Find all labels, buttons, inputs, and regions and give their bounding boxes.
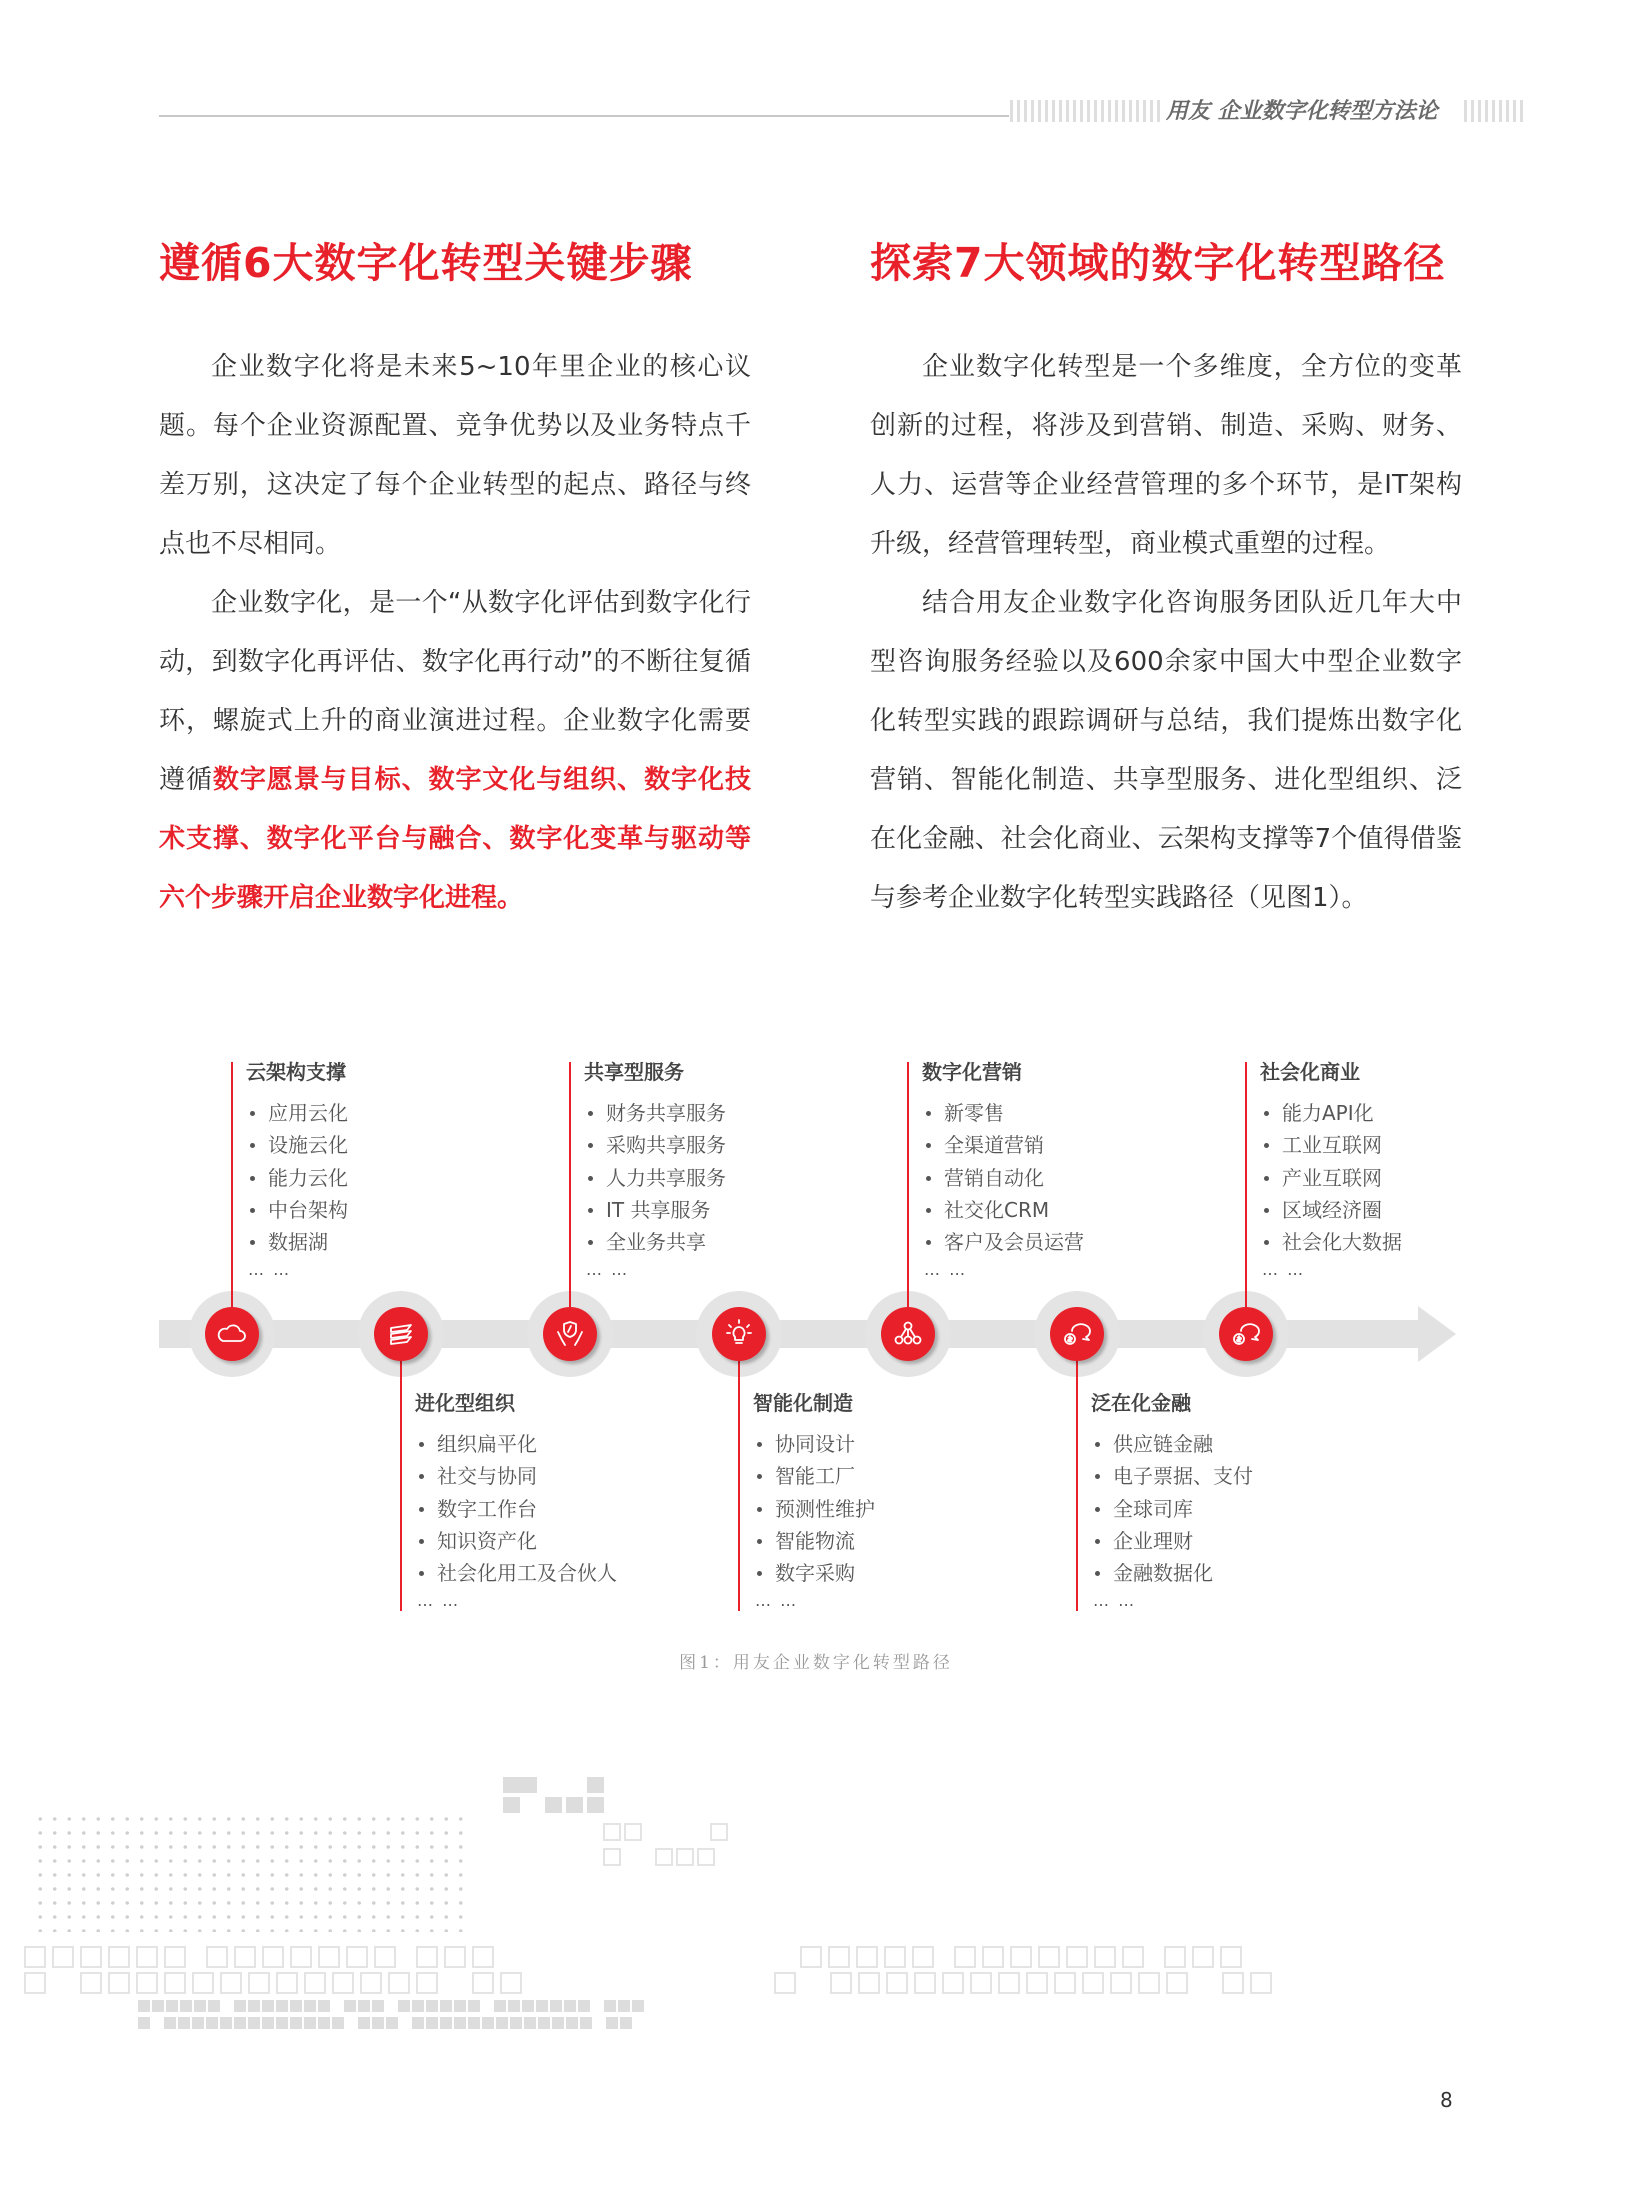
domain-title: 云架构支撑 [246,1060,346,1084]
decor-square [206,1946,228,1968]
decor-square [587,1797,604,1813]
decor-square [500,1972,522,1994]
decor-square [136,1946,158,1968]
decor-square [262,1946,284,1968]
decor-square [914,1972,936,1994]
list-item: 人力共享服务 [584,1162,726,1194]
decor-square [856,1946,878,1968]
decor-square [152,2000,164,2012]
list-item: 社会化大数据 [1260,1226,1402,1258]
domain-title: 共享型服务 [584,1060,684,1084]
list-item: 新零售 [922,1097,1084,1129]
domain-items [246,1097,348,1258]
more-ellipsis: … … [417,1591,461,1611]
decor-square [416,1972,438,1994]
list-item: 设施云化 [246,1129,348,1161]
decor-square [262,2000,274,2012]
list-item: 预测性维护 [753,1493,875,1525]
domain-group [753,1388,875,1613]
decor-square [524,2017,536,2029]
decor-square [372,2017,384,2029]
decor-square [472,1972,494,1994]
decor-square [552,2017,564,2029]
timeline-node [374,1307,428,1361]
decor-square [192,2017,204,2029]
decor-square [412,2017,424,2029]
right-heading: 探索7大领域的数字化转型路径 [870,239,1446,287]
decor-square [697,1848,715,1866]
list-item: 组织扁平化 [415,1428,617,1460]
decor-square [416,1946,438,1968]
decor-square [998,1972,1020,1994]
list-item: 智能工厂 [753,1460,875,1492]
decor-square [603,1848,621,1866]
decor-square [1038,1946,1060,1968]
domain-group [246,1057,348,1282]
decor-square [180,2000,192,2012]
decor-square [1110,1972,1132,1994]
decor-square [372,2000,384,2012]
header-pattern [1464,100,1526,122]
decor-square [618,2000,630,2012]
connector-line [738,1334,740,1611]
decor-square [1220,1946,1242,1968]
decor-square [138,2017,150,2029]
decor-square [248,2017,260,2029]
right-body [870,338,1462,928]
network-icon [891,1317,925,1351]
domain-group [922,1057,1084,1282]
connector-line [1076,1334,1078,1611]
body-text: 企业数字化转型是一个多维度，全方位的变革创新的过程，将涉及到营销、制造、采购、财务、人力、运营等企业经营管理的多个环节，是IT架构升级，经营管理转型，商业模式重塑的过程。 [870,352,1462,559]
timeline-node [1050,1307,1104,1361]
list-item: 企业理财 [1091,1525,1253,1557]
decor-square [564,2000,576,2012]
decor-square [454,2017,466,2029]
domain-items [1091,1428,1253,1589]
decor-square [388,1972,410,1994]
decor-square [444,1946,466,1968]
decor-square [1010,1946,1032,1968]
decor-square [412,2000,424,2012]
decor-square [472,1946,494,1968]
paragraph [159,338,751,574]
list-item: 采购共享服务 [584,1129,726,1161]
list-item: 数字采购 [753,1557,875,1589]
decor-square [970,1972,992,1994]
list-item: 知识资产化 [415,1525,617,1557]
body-text: 企业数字化将是未来5~10年里企业的核心议题。每个企业资源配置、竞争优势以及业务特点千差万别，这决定了每个企业转型的起点、路径与终点也不尽相同。 [159,352,751,559]
decor-square [332,2017,344,2029]
decor-square [206,2017,218,2029]
list-item: 协同设计 [753,1428,875,1460]
decor-square [830,1972,852,1994]
decor-square [164,1972,186,1994]
more-ellipsis: … … [755,1591,799,1611]
decor-square [886,1972,908,1994]
decor-square [774,1972,796,1994]
decor-square [234,1946,256,1968]
decor-square [304,2017,316,2029]
figure-caption: 图1：用友企业数字化转型路径 [679,1653,953,1673]
domain-items [415,1428,617,1589]
decor-square [566,1797,583,1813]
decor-square [1164,1946,1186,1968]
domain-items [922,1097,1084,1258]
list-item: 工业互联网 [1260,1129,1402,1161]
decor-square [220,1972,242,1994]
decor-square [80,1946,102,1968]
decor-square [386,2017,398,2029]
more-ellipsis: … … [1093,1591,1137,1611]
decor-square [304,1972,326,1994]
decor-square [304,2000,316,2012]
paragraph [159,574,751,928]
header-title: 用友 企业数字化转型方法论 [1166,99,1438,124]
decor-square [606,2017,618,2029]
decor-square [166,2000,178,2012]
decor-square [194,2000,206,2012]
decor-square [358,2000,370,2012]
list-item: 产业互联网 [1260,1162,1402,1194]
decor-square [344,2000,356,2012]
decor-square [164,1946,186,1968]
decor-square [624,1823,642,1841]
domain-title: 数字化营销 [922,1060,1022,1084]
list-item: 全球司库 [1091,1493,1253,1525]
list-item: 供应链金融 [1091,1428,1253,1460]
decor-square [52,1946,74,1968]
decor-square [1166,1972,1188,1994]
domain-group [1091,1388,1253,1613]
connector-line [907,1062,909,1334]
decor-square [276,2000,288,2012]
domain-title: 泛在化金融 [1091,1391,1191,1415]
decor-square [468,2000,480,2012]
decor-square [482,2017,494,2029]
decor-square [1250,1972,1272,1994]
list-item: 社会化用工及合伙人 [415,1557,617,1589]
lightbulb-icon [722,1317,756,1351]
decor-square [360,1972,382,1994]
decor-square [982,1946,1004,1968]
list-item: 数据湖 [246,1226,348,1258]
decor-square [358,2017,370,2029]
decor-square [440,2000,452,2012]
money-chat-icon [1229,1317,1263,1351]
decor-square [522,2000,534,2012]
decor-square [710,1823,728,1841]
decor-square [503,1777,520,1793]
left-heading: 遵循6大数字化转型关键步骤 [159,239,693,287]
decor-square [1222,1972,1244,1994]
list-item: IT 共享服务 [584,1194,726,1226]
domain-items [584,1097,726,1258]
more-ellipsis: … … [586,1260,630,1280]
list-item: 应用云化 [246,1097,348,1129]
list-item: 社交与协同 [415,1460,617,1492]
domain-group [415,1388,617,1613]
connector-line [231,1062,233,1334]
decor-square [604,2000,616,2012]
decor-square [234,2000,246,2012]
decor-square [454,2000,466,2012]
decor-square [858,1972,880,1994]
decor-square [496,2017,508,2029]
decor-square [566,2017,578,2029]
decor-square [24,1972,46,1994]
decor-square [80,1972,102,1994]
domain-title: 智能化制造 [753,1391,853,1415]
list-item: 金融数据化 [1091,1557,1253,1589]
decor-square [578,2000,590,2012]
decor-square [108,1972,130,1994]
highlighted-text: 数字愿景与目标、数字文化与组织、数字化技术支撑、数字化平台与融合、数字化变革与驱动等六个步骤开启企业数字化进程。 [159,765,751,913]
decor-square [1094,1946,1116,1968]
decor-square [276,2017,288,2029]
decor-square [1066,1946,1088,1968]
domain-title: 进化型组织 [415,1391,515,1415]
timeline-node [1219,1307,1273,1361]
decor-square [426,2017,438,2029]
connector-line [569,1062,571,1334]
page-number: 8 [1440,2088,1453,2112]
decor-square [208,2000,220,2012]
decor-square [1054,1972,1076,1994]
list-item: 数字工作台 [415,1493,617,1525]
decor-square [538,2017,550,2029]
paragraph [870,574,1462,928]
decor-square [426,2000,438,2012]
more-ellipsis: … … [248,1260,292,1280]
decor-square [138,2000,150,2012]
domain-items [753,1428,875,1589]
decor-square [580,2017,592,2029]
decor-square [374,1946,396,1968]
timeline-node [712,1307,766,1361]
decor-square [108,1946,130,1968]
decor-square [1082,1972,1104,1994]
decor-square [603,1823,621,1841]
cloud-icon [215,1317,249,1351]
decor-square [912,1946,934,1968]
decor-square [318,1946,340,1968]
decor-square [318,2000,330,2012]
decor-square [800,1946,822,1968]
timeline-node [205,1307,259,1361]
decor-square [655,1848,673,1866]
decor-square [884,1946,906,1968]
decor-square [503,1797,520,1813]
list-item: 营销自动化 [922,1162,1084,1194]
decor-square [550,2000,562,2012]
decor-square [248,2000,260,2012]
body-text: 企业数字化，是一个“从数字化评估到数字化行动，到数字化再评估、数字化再行动”的不断往复循环，螺旋式上升的商业演进过程。企业数字化需要遵循 [159,588,751,795]
decor-square [828,1946,850,1968]
domain-group [1260,1057,1402,1282]
decor-square [276,1972,298,1994]
header-pattern [1010,100,1160,122]
decor-square [942,1972,964,1994]
shield-hands-icon [553,1317,587,1351]
decor-square [536,2000,548,2012]
more-ellipsis: … … [924,1260,968,1280]
list-item: 电子票据、支付 [1091,1460,1253,1492]
list-item: 能力云化 [246,1162,348,1194]
domain-group [584,1057,726,1282]
decor-square [192,1972,214,1994]
decor-square [248,1972,270,1994]
domain-title: 社会化商业 [1260,1060,1360,1084]
body-text: 结合用友企业数字化咨询服务团队近几年大中型咨询服务经验以及600余家中国大中型企业数字化转型实践的跟踪调研与总结，我们提炼出数字化营销、智能化制造、共享型服务、进化型组织、泛在化金融、社会化商业、云架构支撑等7个值得借鉴与参考企业数字化转型实践路径（见图1）。 [870,588,1462,913]
decor-square [136,1972,158,1994]
list-item: 能力API化 [1260,1097,1402,1129]
decor-square [346,1946,368,1968]
decor-square [290,2000,302,2012]
list-item: 客户及会员运营 [922,1226,1084,1258]
decor-square [1192,1946,1214,1968]
connector-line [1245,1062,1247,1334]
timeline-node [543,1307,597,1361]
decor-square [954,1946,976,1968]
layers-icon [384,1317,418,1351]
list-item: 财务共享服务 [584,1097,726,1129]
decor-square [510,2017,522,2029]
list-item: 社交化CRM [922,1194,1084,1226]
decor-square [632,2000,644,2012]
dot-grid [33,1812,473,1932]
decor-square [1026,1972,1048,1994]
timeline-node [881,1307,935,1361]
decor-square [1122,1946,1144,1968]
decor-square [178,2017,190,2029]
decor-square [620,2017,632,2029]
decor-square [468,2017,480,2029]
list-item: 全业务共享 [584,1226,726,1258]
decor-square [545,1797,562,1813]
decor-square [508,2000,520,2012]
decor-square [520,1777,537,1793]
decor-square [398,2000,410,2012]
list-item: 中台架构 [246,1194,348,1226]
decor-square [164,2017,176,2029]
money-chat-icon [1060,1317,1094,1351]
list-item: 智能物流 [753,1525,875,1557]
list-item: 全渠道营销 [922,1129,1084,1161]
decor-square [290,1946,312,1968]
decor-square [494,2000,506,2012]
decor-square [676,1848,694,1866]
paragraph [870,338,1462,574]
timeline-arrowhead [1418,1306,1456,1362]
decor-square [290,2017,302,2029]
header-rule [159,115,1009,117]
more-ellipsis: … … [1262,1260,1306,1280]
decor-square [220,2017,232,2029]
decor-square [587,1777,604,1793]
decor-square [234,2017,246,2029]
decor-square [318,2017,330,2029]
decor-square [24,1946,46,1968]
decor-square [440,2017,452,2029]
decor-square [262,2017,274,2029]
list-item: 区域经济圈 [1260,1194,1402,1226]
domain-items [1260,1097,1402,1258]
connector-line [400,1334,402,1611]
decor-square [332,1972,354,1994]
decor-square [1138,1972,1160,1994]
left-body [159,338,751,928]
